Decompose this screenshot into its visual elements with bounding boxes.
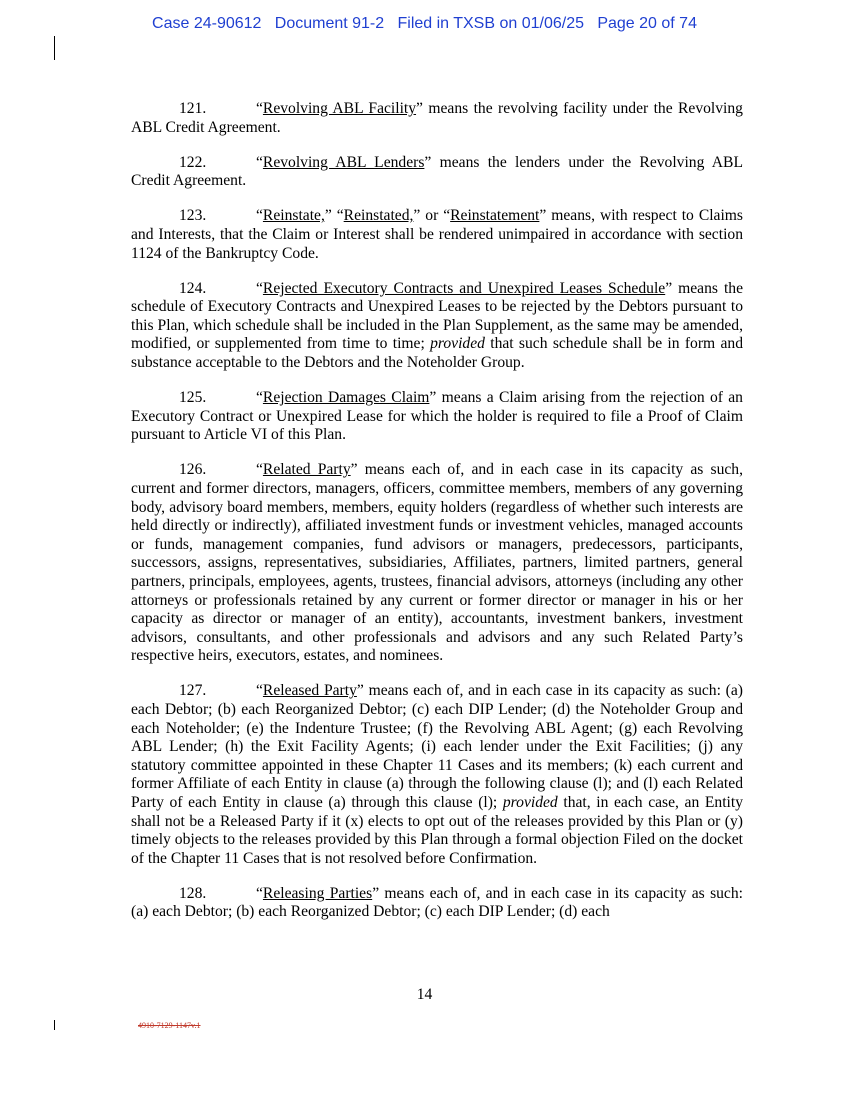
defined-term: Rejection Damages Claim	[262, 389, 430, 407]
defined-term: Related Party	[262, 461, 351, 479]
definition-121: 121. “Revolving ABL Facility” means the revolving facility under the Revolving ABL Credit Agreement.	[131, 100, 743, 136]
proviso-italic: provided	[430, 335, 485, 353]
paragraph-number: 122.	[179, 153, 207, 171]
defined-term: Reinstate,	[262, 207, 325, 225]
defined-term: Revolving ABL Facility	[262, 100, 417, 117]
court-filing-header: Case 24-90612 Document 91-2 Filed in TXSB on 01/06/25 Page 20 of 74	[152, 15, 697, 32]
proviso-italic: provided	[502, 794, 558, 811]
document-id: 4910-7129-1147v.1	[138, 1021, 201, 1030]
paragraph-number: 126.	[179, 461, 207, 479]
paragraph-number: 123.	[179, 207, 207, 225]
paragraph-number: 121.	[179, 100, 207, 117]
definition-124: 124. “Rejected Executory Contracts and Unexpired Leases Schedule” means the schedule of Executory Contracts and Unexpired Leases to be rejected by the Debtors pursuant to this Plan, which schedule shall be included in the Plan Supplement, as the same may be amended, modified, or supplemented from time to time; provided that such schedule shall be in form and substance acceptable to the Debtors and the Noteholder Group.	[131, 279, 744, 372]
definition-128: 128. “Releasing Parties” means each of, and in each case in its capacity as such: (a) each Debtor; (b) each Reorganized Debtor; (c) each DIP Lender; (d) each	[131, 884, 743, 921]
defined-term: Revolving ABL Lenders	[262, 153, 425, 171]
definition-127: 127. “Released Party” means each of, and in each case in its capacity as such: (a) each Debtor; (b) each Reorganized Debtor; (c) each DIP Lender; (d) the Noteholder Group and each Noteholder; (e) the Indenture Trustee; (f) the Revolving ABL Agent; (g) each Revolving ABL Lender; (h) the Exit Facility Agents; (i) each lender under the Exit Facilities; (j) any statutory committee appointed in these Chapter 11 Cases and its members; (k) each current and former Affiliate of each Entity in clause (a) through the following clause (l); and (l) each Related Party of each Entity in clause (a) through this clause (l); provided that, in each case, an Entity shall not be a Released Party if it (x) elects to opt out of the releases provided by this Plan or (y) timely objects to the releases provided by this Plan through a formal objection Filed on the docket of the Chapter 11 Cases that is not resolved before Confirmation.	[131, 682, 743, 867]
definition-123: 123. “Reinstate,” “Reinstated,” or “Reinstatement” means, with respect to Claims and Interests, that the Claim or Interest shall be rendered unimpaired in accordance with section 1124 of the Bankruptcy Code.	[131, 207, 743, 262]
paragraph-number: 125.	[179, 389, 207, 407]
defined-term: Reinstatement	[450, 207, 540, 225]
defined-term: Reinstated,	[343, 207, 414, 225]
defined-term: Rejected Executory Contracts and Unexpired Leases Schedule	[262, 279, 666, 297]
change-bar-bottom	[54, 1020, 55, 1030]
document-body	[131, 100, 743, 939]
defined-term: Released Party	[262, 682, 357, 700]
paragraph-number: 124.	[179, 279, 207, 297]
defined-term: Releasing Parties	[262, 884, 373, 902]
paragraph-number: 128.	[179, 884, 207, 902]
definition-122: 122. “Revolving ABL Lenders” means the lenders under the Revolving ABL Credit Agreement.	[131, 153, 743, 190]
definition-126: 126. “Related Party” means each of, and in each case in its capacity as such, current and former directors, managers, officers, committee members, members of any governing body, advisory board members, members, equity holders (regardless of whether such interests are held directly or indirectly), affiliated investment funds or investment vehicles, managed accounts or funds, management companies, fund advisors or managers, predecessors, participants, successors, assigns, representatives, subsidiaries, Affiliates, partners, limited partners, general partners, principals, employees, agents, trustees, financial advisors, attorneys (including any other attorneys or professionals retained by any current or former director or manager in his or her capacity as director or manager of an entity), accountants, investment bankers, investment advisors, consultants, and other professionals and advisors and any such Related Party’s respective heirs, executors, estates, and nominees.	[131, 461, 743, 665]
change-bar-top	[54, 36, 55, 60]
page-number: 14	[416, 986, 433, 1003]
definition-125: 125. “Rejection Damages Claim” means a Claim arising from the rejection of an Executory Contract or Unexpired Lease for which the holder is required to file a Proof of Claim pursuant to Article VI of this Plan.	[131, 389, 743, 444]
paragraph-number: 127.	[179, 682, 207, 700]
